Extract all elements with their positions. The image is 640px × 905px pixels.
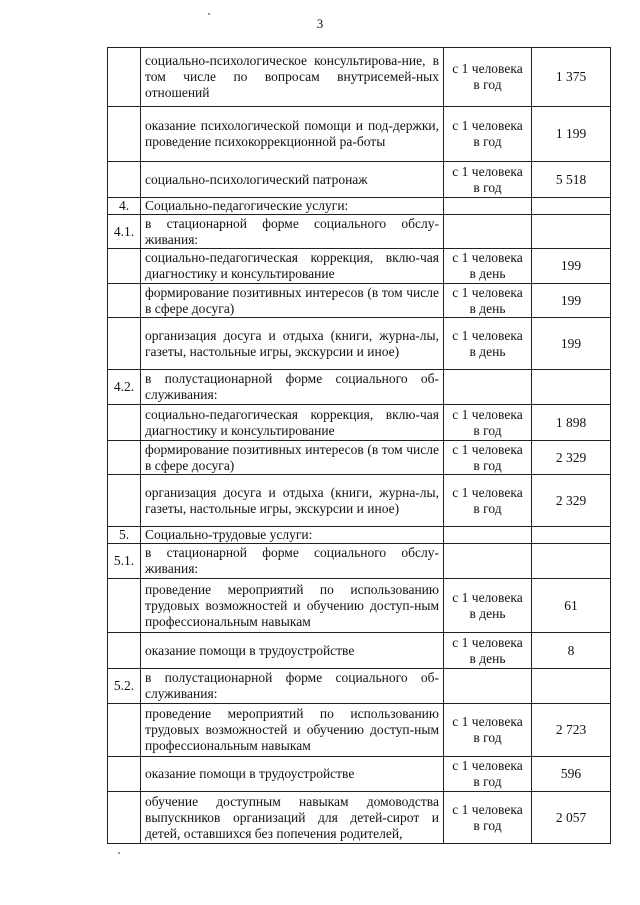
unit-cell: с 1 человека в день [444,579,532,633]
tariff-value [532,370,611,405]
service-name: организация досуга и отдыха (книги, журна-лы, газеты, настольные игры, экскурсии и иное) [141,475,444,527]
row-number [108,704,141,757]
section-header-row [108,198,611,215]
row-number [108,162,141,198]
table-row [108,633,611,669]
tariff-value [532,544,611,579]
row-number [108,579,141,633]
section-title: Социально-трудовые услуги: [141,527,444,544]
service-name: оказание помощи в трудоустройстве [141,633,444,669]
table-row [108,704,611,757]
row-number [108,318,141,370]
row-number [108,792,141,844]
row-number [108,107,141,162]
tariff-value [532,527,611,544]
service-name: социально-психологический патронаж [141,162,444,198]
section-title: Социально-педагогические услуги: [141,198,444,215]
tariff-value [532,669,611,704]
table-row [108,107,611,162]
service-name: социально-педагогическая коррекция, вклю-чая диагностику и консультирование [141,405,444,441]
unit-cell: с 1 человека в день [444,249,532,284]
tariff-value: 8 [532,633,611,669]
table-row [108,405,611,441]
row-number [108,249,141,284]
service-name: проведение мероприятий по использованию трудовых возможностей и обучению доступ-ным профессиональным навыкам [141,704,444,757]
scan-speck [118,852,120,854]
tariff-value: 2 057 [532,792,611,844]
row-number [108,405,141,441]
row-number [108,284,141,318]
unit-cell [444,669,532,704]
unit-cell: с 1 человека в год [444,405,532,441]
unit-cell [444,198,532,215]
unit-cell [444,527,532,544]
subsection-title: в стационарной форме социального обслу-живания: [141,544,444,579]
unit-cell: с 1 человека в год [444,475,532,527]
tariff-value: 199 [532,318,611,370]
service-name: социально-педагогическая коррекция, вклю-чая диагностику и консультирование [141,249,444,284]
tariff-value: 199 [532,249,611,284]
table-row [108,284,611,318]
unit-cell: с 1 человека в год [444,704,532,757]
subsection-title: в полустационарной форме социального об-служивания: [141,669,444,704]
subsection-header-row [108,215,611,249]
unit-cell [444,544,532,579]
service-name: оказание помощи в трудоустройстве [141,757,444,792]
service-name: формирование позитивных интересов (в том числе в сфере досуга) [141,284,444,318]
table-row [108,757,611,792]
unit-cell: с 1 человека в день [444,633,532,669]
unit-cell: с 1 человека в год [444,757,532,792]
row-number: 5. [108,527,141,544]
row-number [108,441,141,475]
tariff-value [532,215,611,249]
service-name: проведение мероприятий по использованию трудовых возможностей и обучению доступ-ным профессиональным навыкам [141,579,444,633]
row-number [108,48,141,107]
subsection-header-row [108,370,611,405]
tariff-value: 596 [532,757,611,792]
subsection-title: в стационарной форме социального обслу-живания: [141,215,444,249]
table-row [108,162,611,198]
row-number: 4. [108,198,141,215]
service-name: социально-психологическое консультирова-ние, в том числе по вопросам внутрисемей-ных отношений [141,48,444,107]
unit-cell: с 1 человека в день [444,284,532,318]
tariff-value: 1 199 [532,107,611,162]
row-number [108,757,141,792]
service-name: обучение доступным навыкам домоводства выпускников организаций для детей-сирот и детей, оставшихся без попечения родителей, [141,792,444,844]
subsection-header-row [108,669,611,704]
table-row [108,249,611,284]
service-name: организация досуга и отдыха (книги, журна-лы, газеты, настольные игры, экскурсии и иное) [141,318,444,370]
table-row [108,475,611,527]
tariff-value: 61 [532,579,611,633]
tariff-value: 2 329 [532,475,611,527]
service-name: формирование позитивных интересов (в том числе в сфере досуга) [141,441,444,475]
unit-cell: с 1 человека в день [444,318,532,370]
table-row [108,441,611,475]
tariff-value [532,198,611,215]
unit-cell: с 1 человека в год [444,792,532,844]
table-row [108,792,611,844]
page-number: 3 [316,16,324,31]
unit-cell [444,370,532,405]
service-name: оказание психологической помощи и под-держки, проведение психокоррекционной ра-боты [141,107,444,162]
unit-cell: с 1 человека в год [444,441,532,475]
tariff-value: 2 329 [532,441,611,475]
table-row [108,318,611,370]
row-number: 5.2. [108,669,141,704]
tariff-value: 199 [532,284,611,318]
subsection-title: в полустационарной форме социального об-служивания: [141,370,444,405]
section-header-row [108,527,611,544]
unit-cell [444,215,532,249]
tariff-value: 1 898 [532,405,611,441]
row-number: 5.1. [108,544,141,579]
unit-cell: с 1 человека в год [444,162,532,198]
scan-speck [208,13,210,15]
subsection-header-row [108,544,611,579]
table-row [108,48,611,107]
table-row [108,579,611,633]
row-number: 4.2. [108,370,141,405]
services-tariff-table [107,47,611,844]
row-number [108,633,141,669]
tariff-value: 1 375 [532,48,611,107]
unit-cell: с 1 человека в год [444,48,532,107]
tariff-value: 5 518 [532,162,611,198]
tariff-value: 2 723 [532,704,611,757]
unit-cell: с 1 человека в год [444,107,532,162]
row-number: 4.1. [108,215,141,249]
row-number [108,475,141,527]
